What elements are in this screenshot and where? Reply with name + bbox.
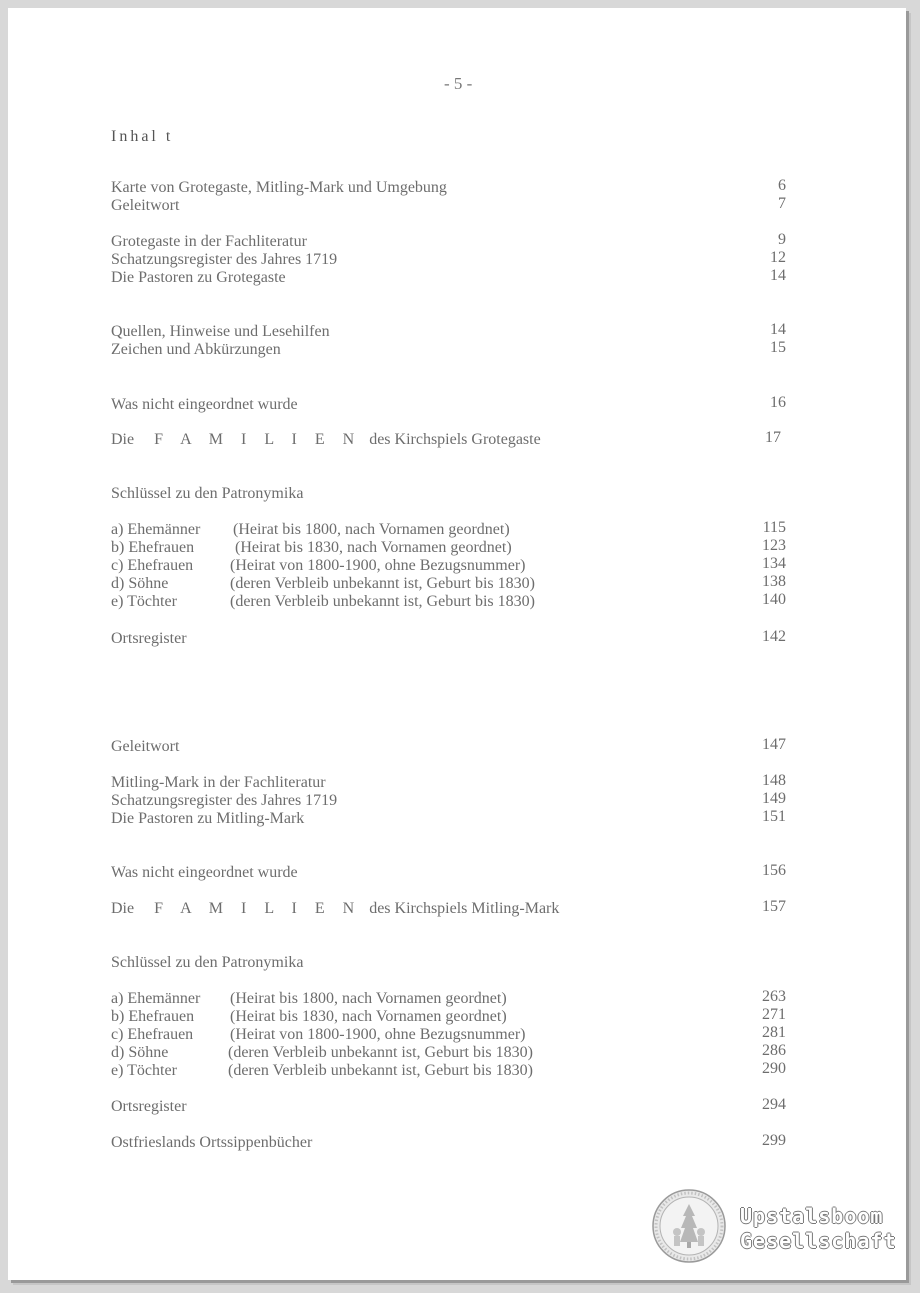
toc-entry-page: 299 — [762, 1132, 786, 1149]
toc-sub-detail: (Heirat von 1800-1900, ohne Bezugsnummer) — [230, 1026, 526, 1043]
toc-entry-page: 123 — [762, 537, 786, 554]
toc-sub-label: b) Ehefrauen — [111, 1008, 195, 1025]
toc-sub-detail: (deren Verbleib unbekannt ist, Geburt bis 1830) — [230, 593, 535, 610]
toc-sub-label: d) Söhne — [111, 575, 169, 592]
toc-entry-page: 271 — [762, 1006, 786, 1023]
toc-entry-page: 138 — [762, 573, 786, 590]
society-seal-icon — [651, 1188, 727, 1264]
toc-familien-spaced: F A M I L I E N — [154, 900, 362, 917]
toc-sub-detail: (deren Verbleib unbekannt ist, Geburt bis 1830) — [228, 1062, 533, 1079]
toc-entry-page: 157 — [762, 898, 786, 915]
toc-familien-pre: Die — [111, 900, 135, 917]
toc-sub-label: b) Ehefrauen — [111, 539, 195, 556]
toc-sub-label: e) Töchter — [111, 593, 177, 610]
toc-entry-page: 263 — [762, 988, 786, 1005]
toc-heading: Inhal t — [111, 128, 174, 145]
toc-entry-page: 140 — [762, 591, 786, 608]
toc-entry-text: Karte von Grotegaste, Mitling-Mark und Umgebung — [111, 179, 447, 196]
toc-entry-text: Geleitwort — [111, 738, 180, 755]
toc-entry-text: Die Pastoren zu Grotegaste — [111, 269, 286, 286]
toc-entry-page: 286 — [762, 1042, 786, 1059]
toc-sub-detail: (deren Verbleib unbekannt ist, Geburt bis 1830) — [228, 1044, 533, 1061]
toc-entry-page: 7 — [778, 195, 786, 212]
toc-section-title: Schlüssel zu den Patronymika — [111, 485, 304, 502]
toc-sub-label: a) Ehemänner — [111, 521, 201, 538]
toc-entry-page: 12 — [770, 249, 786, 266]
toc-entry-page: 151 — [762, 808, 786, 825]
toc-entry-text: Schatzungsregister des Jahres 1719 — [111, 792, 338, 809]
toc-entry-page: 14 — [770, 321, 786, 338]
toc-familien-entry — [111, 900, 559, 918]
toc-entry-page: 290 — [762, 1060, 786, 1077]
toc-entry-page: 149 — [762, 790, 786, 807]
toc-sub-detail: (Heirat bis 1830, nach Vornamen geordnet) — [235, 539, 512, 556]
toc-entry-text: Ostfrieslands Ortssippenbücher — [111, 1134, 313, 1151]
toc-familien-spaced: F A M I L I E N — [154, 431, 362, 448]
toc-entry-page: 115 — [762, 519, 786, 536]
toc-entry-page: 6 — [778, 177, 786, 194]
toc-entry-page: 281 — [762, 1024, 786, 1041]
toc-sub-detail: (Heirat von 1800-1900, ohne Bezugsnummer) — [230, 557, 526, 574]
toc-sub-label: c) Ehefrauen — [111, 1026, 194, 1043]
toc-sub-label: e) Töchter — [111, 1062, 177, 1079]
toc-entry-page: 156 — [762, 862, 786, 879]
toc-sub-label: d) Söhne — [111, 1044, 169, 1061]
toc-entry-text: Grotegaste in der Fachliteratur — [111, 233, 307, 250]
society-name-line1: Upstalsboom — [740, 1204, 884, 1228]
society-wordmark — [740, 1204, 897, 1254]
toc-entry-text: Zeichen und Abkürzungen — [111, 341, 281, 358]
toc-entry-text: Die Pastoren zu Mitling-Mark — [111, 810, 305, 827]
toc-entry-page: 16 — [770, 394, 786, 411]
toc-section-title: Schlüssel zu den Patronymika — [111, 954, 304, 971]
toc-sub-detail: (deren Verbleib unbekannt ist, Geburt bis 1830) — [230, 575, 535, 592]
toc-sub-detail: (Heirat bis 1800, nach Vornamen geordnet) — [230, 990, 507, 1007]
toc-entry-page: 17 — [765, 429, 781, 446]
toc-familien-pre: Die — [111, 431, 135, 448]
toc-sub-detail: (Heirat bis 1830, nach Vornamen geordnet) — [230, 1008, 507, 1025]
toc-entry-text: Mitling-Mark in der Fachliteratur — [111, 774, 326, 791]
toc-entry-page: 15 — [770, 339, 786, 356]
toc-entry-page: 14 — [770, 267, 786, 284]
toc-entry-page: 142 — [762, 628, 786, 645]
toc-entry-text: Schatzungsregister des Jahres 1719 — [111, 251, 338, 268]
toc-entry-text: Quellen, Hinweise und Lesehilfen — [111, 323, 330, 340]
toc-sub-label: a) Ehemänner — [111, 990, 201, 1007]
toc-entry-page: 148 — [762, 772, 786, 789]
toc-sub-label: c) Ehefrauen — [111, 557, 194, 574]
toc-familien-post: des Kirchspiels Grotegaste — [369, 431, 541, 448]
toc-entry-text: Was nicht eingeordnet wurde — [111, 864, 298, 881]
society-name-line2: Gesellschaft — [740, 1229, 897, 1253]
toc-entry-page: 9 — [778, 231, 786, 248]
document-page — [8, 8, 906, 1280]
toc-entry-text: Geleitwort — [111, 197, 180, 214]
toc-entry-text: Ortsregister — [111, 1098, 187, 1115]
toc-entry-text: Ortsregister — [111, 630, 187, 647]
toc-sub-detail: (Heirat bis 1800, nach Vornamen geordnet) — [233, 521, 510, 538]
toc-entry-page: 147 — [762, 736, 786, 753]
page-number: - 5 - — [444, 74, 473, 93]
toc-familien-post: des Kirchspiels Mitling-Mark — [369, 900, 560, 917]
toc-entry-text: Was nicht eingeordnet wurde — [111, 396, 298, 413]
toc-entry-page: 134 — [762, 555, 786, 572]
toc-entry-page: 294 — [762, 1096, 786, 1113]
toc-familien-entry — [111, 431, 541, 449]
